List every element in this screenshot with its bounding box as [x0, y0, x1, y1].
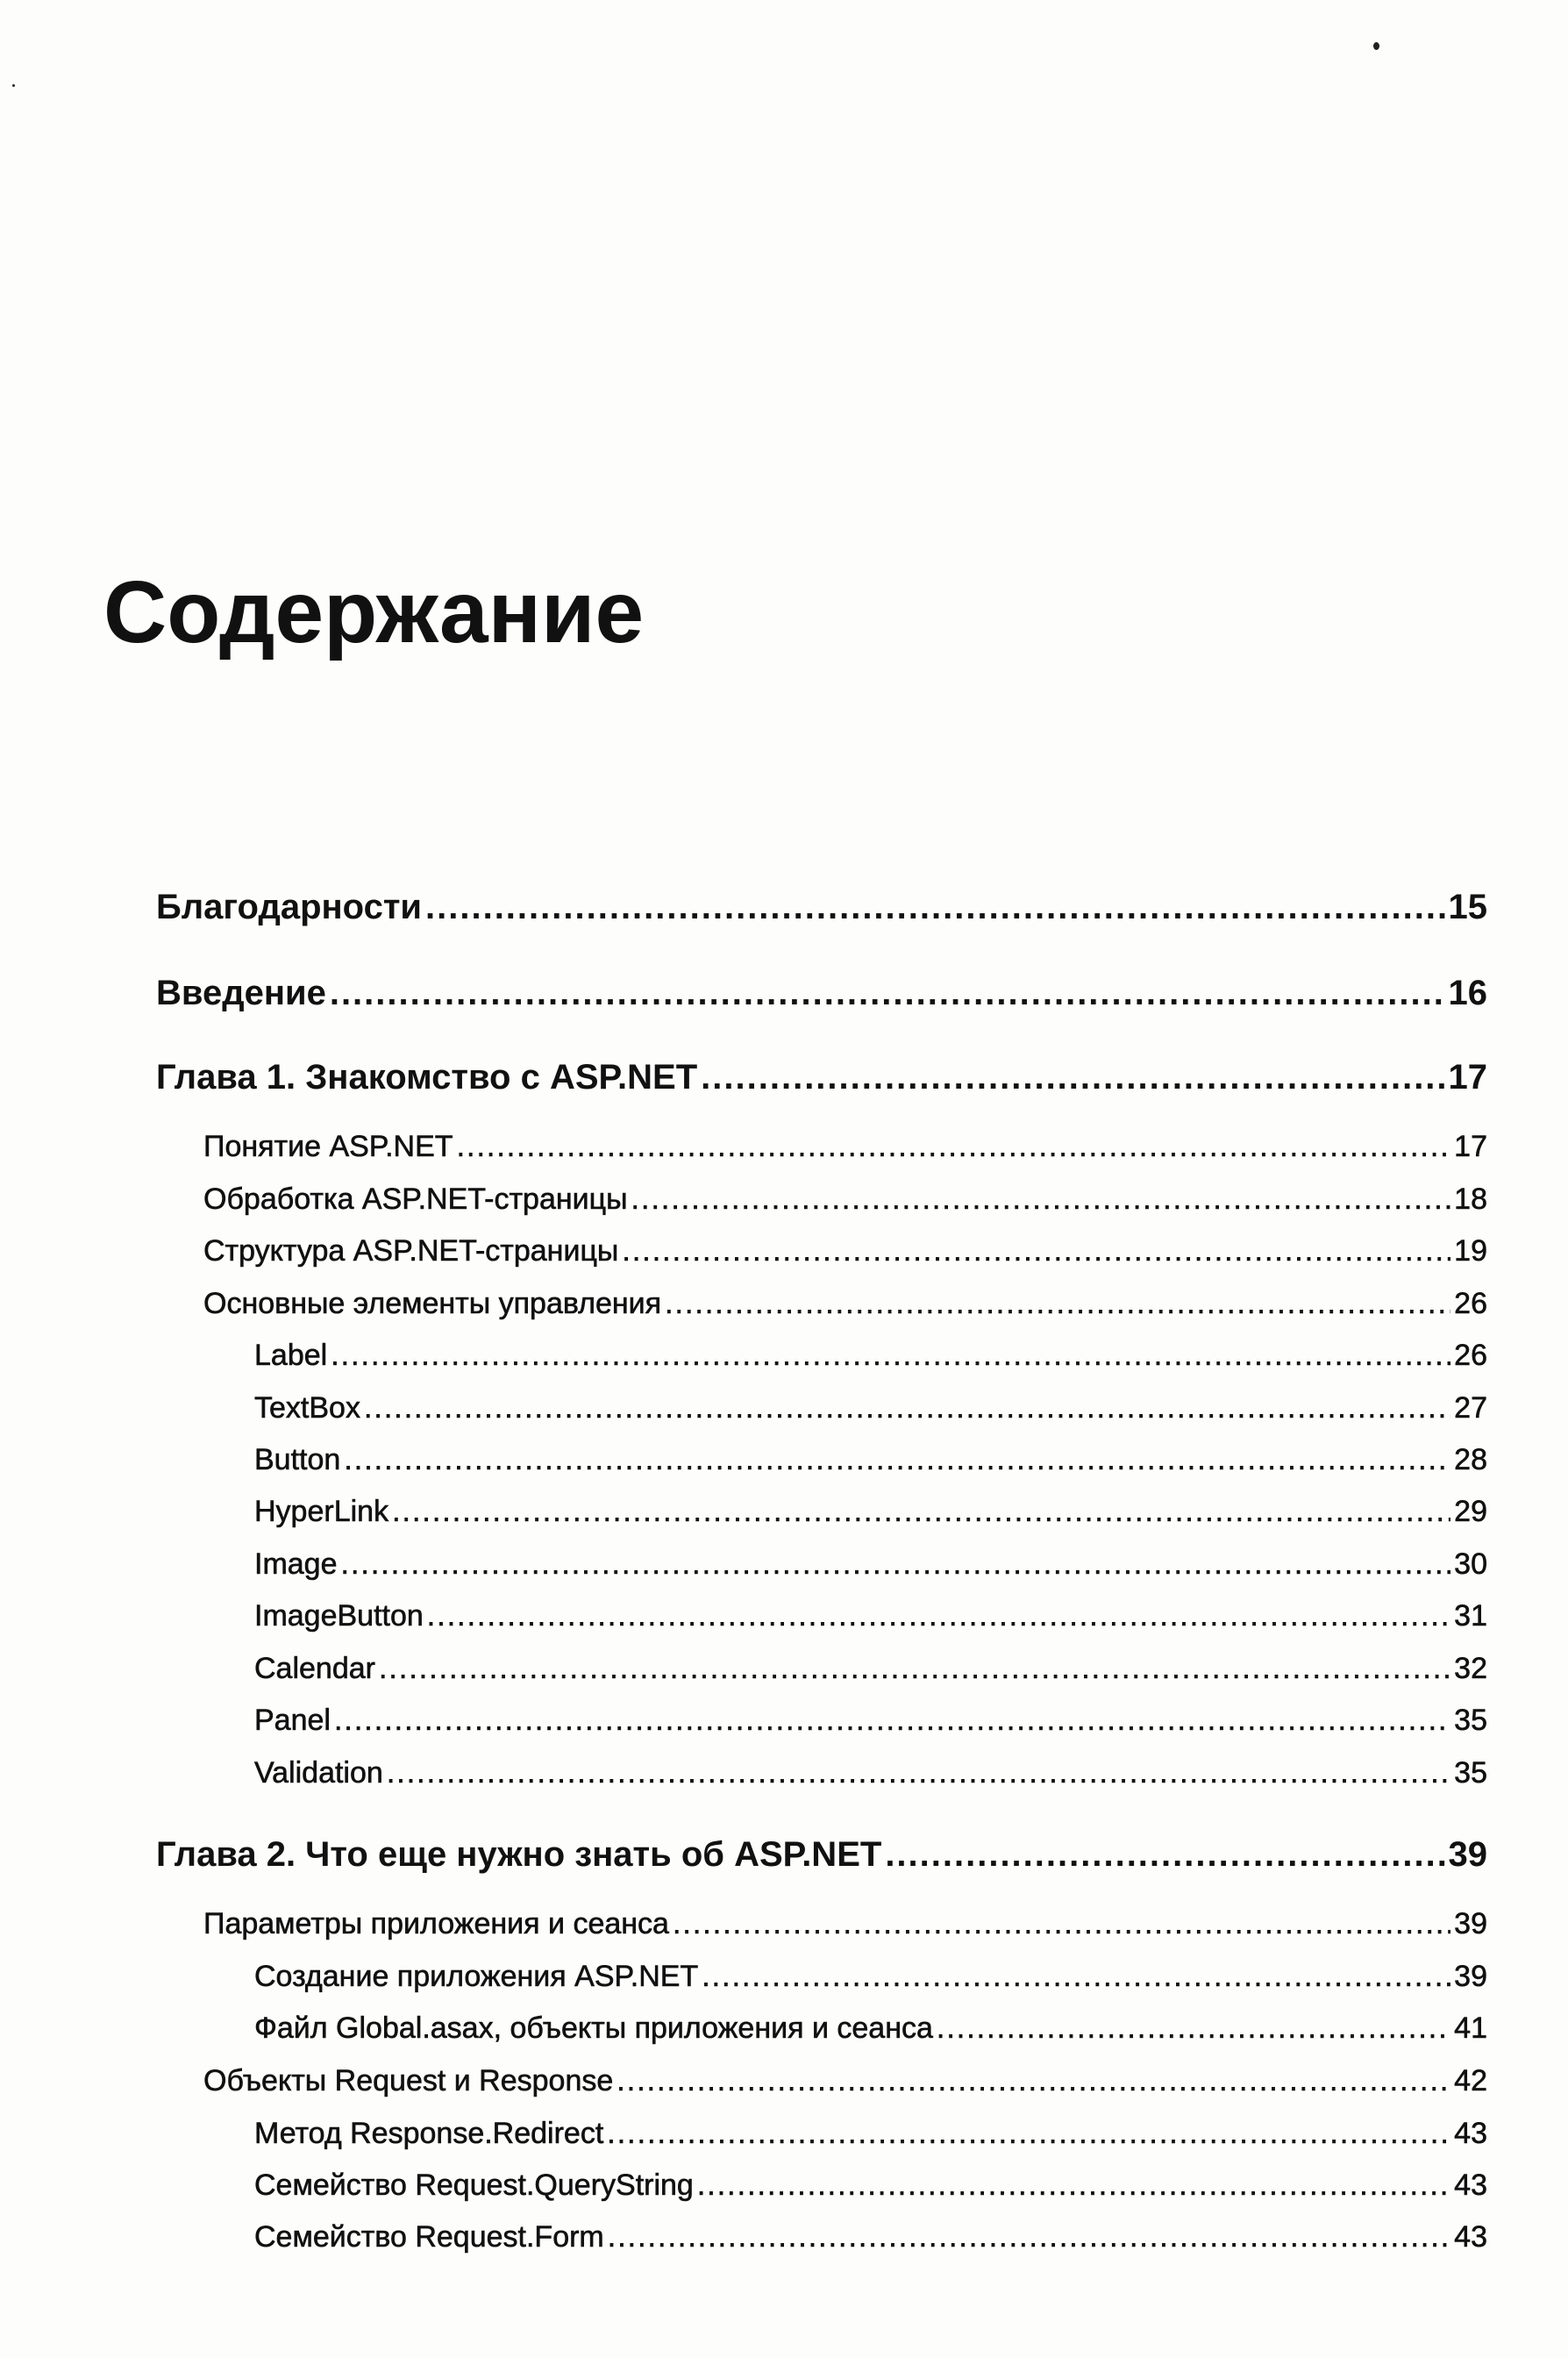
dot-leader — [334, 1704, 1450, 1738]
toc-entry — [254, 1756, 1487, 1790]
toc-page-number: 17 — [1454, 1130, 1487, 1163]
dot-leader — [387, 1756, 1450, 1790]
toc-entry-title: ImageButton — [254, 1599, 424, 1633]
dot-leader — [331, 1339, 1450, 1373]
toc-entry — [203, 1287, 1487, 1321]
toc-entry — [254, 1443, 1487, 1477]
toc-entry — [156, 1835, 1487, 1875]
dot-leader — [937, 2011, 1450, 2046]
toc-entry — [254, 1495, 1487, 1529]
toc-page-number: 39 — [1448, 1835, 1487, 1874]
toc-page-number: 32 — [1454, 1652, 1487, 1685]
toc-entry — [254, 2117, 1487, 2151]
toc-entry — [254, 1960, 1487, 1994]
print-speck — [12, 84, 15, 87]
dot-leader — [622, 1234, 1450, 1268]
toc-entry-title: Семейство Request.QueryString — [254, 2169, 694, 2202]
toc-entry — [203, 1907, 1487, 1941]
dot-leader — [665, 1287, 1450, 1321]
dot-leader — [425, 888, 1444, 927]
toc-entry-title: Основные элементы управления — [203, 1287, 662, 1320]
dot-leader — [364, 1391, 1450, 1426]
toc-entry-title: Объекты Request и Response — [203, 2064, 614, 2097]
print-speck — [1373, 42, 1379, 50]
toc-entry-title: Благодарности — [156, 888, 423, 926]
dot-leader — [392, 1495, 1450, 1529]
toc-page-number: 42 — [1454, 2064, 1487, 2097]
toc-page-number: 41 — [1454, 2011, 1487, 2045]
toc-entry-title: Параметры приложения и сеанса — [203, 1907, 669, 1940]
toc-page-number: 27 — [1454, 1391, 1487, 1425]
toc-entry — [254, 1339, 1487, 1373]
toc-page-number: 30 — [1454, 1547, 1487, 1581]
toc-page-number: 26 — [1454, 1339, 1487, 1372]
dot-leader — [379, 1652, 1450, 1686]
dot-leader — [608, 2220, 1450, 2254]
toc-entry — [156, 1058, 1487, 1097]
toc-entry — [156, 974, 1487, 1013]
toc-page-number: 16 — [1448, 974, 1487, 1012]
dot-leader — [617, 2064, 1450, 2098]
toc-entry-title: TextBox — [254, 1391, 360, 1425]
toc-page-number: 39 — [1454, 1960, 1487, 1993]
toc-entry-title: Создание приложения ASP.NET — [254, 1960, 699, 1993]
toc-page-number: 35 — [1454, 1756, 1487, 1790]
dot-leader — [330, 974, 1445, 1013]
toc-page-number: 43 — [1454, 2117, 1487, 2150]
toc-entry — [203, 1234, 1487, 1268]
toc-entry — [254, 2220, 1487, 2254]
toc-entry — [254, 1652, 1487, 1686]
dot-leader — [701, 1058, 1444, 1097]
dot-leader — [702, 1960, 1450, 1994]
dot-leader — [607, 2117, 1450, 2151]
toc-entry-title: Глава 1. Знакомство с ASP.NET — [156, 1058, 698, 1097]
dot-leader — [457, 1130, 1451, 1164]
toc-page-number: 19 — [1454, 1234, 1487, 1268]
toc-entry-title: Image — [254, 1547, 338, 1581]
toc-entry — [254, 1599, 1487, 1633]
toc-page-number: 26 — [1454, 1287, 1487, 1320]
dot-leader — [341, 1547, 1451, 1582]
toc-entry-title: Button — [254, 1443, 341, 1476]
toc-entry — [203, 2064, 1487, 2098]
page-title: Содержание — [103, 563, 645, 661]
toc-entry — [156, 888, 1487, 927]
toc-entry-title: Метод Response.Redirect — [254, 2117, 604, 2150]
toc-page-number: 17 — [1448, 1058, 1487, 1097]
toc-page-number: 29 — [1454, 1495, 1487, 1528]
toc-entry-title: Validation — [254, 1756, 383, 1790]
dot-leader — [344, 1443, 1450, 1477]
toc-entry-title: Введение — [156, 974, 326, 1012]
dot-leader — [697, 2169, 1450, 2203]
toc-entry-title: Понятие ASP.NET — [203, 1130, 453, 1163]
toc-entry — [254, 2169, 1487, 2203]
toc-entry-title: HyperLink — [254, 1495, 389, 1528]
toc-entry — [254, 1391, 1487, 1426]
toc-entry-title: Calendar — [254, 1652, 375, 1685]
toc-entry — [203, 1130, 1487, 1164]
toc-entry-title: Label — [254, 1339, 328, 1372]
dot-leader — [631, 1183, 1451, 1217]
toc-page-number: 35 — [1454, 1704, 1487, 1737]
toc-page-number: 39 — [1454, 1907, 1487, 1940]
toc-entry-title: Структура ASP.NET-страницы — [203, 1234, 619, 1268]
toc-page-number: 15 — [1448, 888, 1487, 926]
toc-entry — [254, 1547, 1487, 1582]
toc-entry — [254, 2011, 1487, 2046]
toc-page-number: 43 — [1454, 2169, 1487, 2202]
toc-entry-title: Panel — [254, 1704, 331, 1737]
dot-leader — [427, 1599, 1450, 1633]
toc-page-number: 18 — [1454, 1183, 1487, 1216]
toc-entry-title: Семейство Request.Form — [254, 2220, 604, 2254]
toc-page-number: 28 — [1454, 1443, 1487, 1476]
toc-page-number: 31 — [1454, 1599, 1487, 1633]
dot-leader — [673, 1907, 1450, 1941]
toc-entry-title: Глава 2. Что еще нужно знать об ASP.NET — [156, 1835, 882, 1874]
toc-entry — [203, 1183, 1487, 1217]
toc-entry — [254, 1704, 1487, 1738]
toc-page-number: 43 — [1454, 2220, 1487, 2254]
dot-leader — [885, 1835, 1444, 1875]
toc-entry-title: Обработка ASP.NET-страницы — [203, 1183, 628, 1216]
toc-entry-title: Файл Global.asax, объекты приложения и сеанса — [254, 2011, 933, 2045]
